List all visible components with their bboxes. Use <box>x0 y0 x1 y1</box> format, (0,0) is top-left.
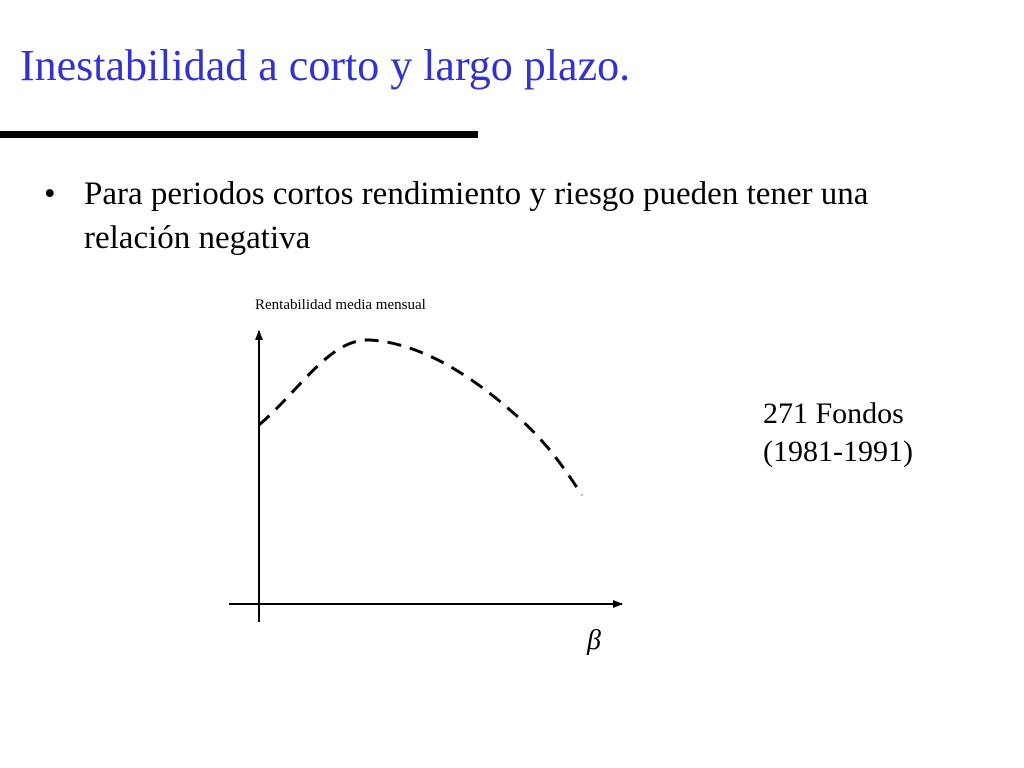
y-axis-label: Rentabilidad media mensual <box>255 297 426 313</box>
slide-title: Inestabilidad a corto y largo plazo. <box>20 41 631 90</box>
note-line-1: 271 Fondos <box>763 397 904 430</box>
sample-note <box>763 395 913 471</box>
dashed-curve <box>259 340 582 495</box>
bullet-text: Para periodos cortos rendimiento y riesgo pueden tener una relación negativa <box>84 176 869 256</box>
bullet-dot: • <box>44 176 56 212</box>
note-line-2: (1981-1991) <box>763 435 913 468</box>
x-axis-label: β <box>587 625 601 656</box>
